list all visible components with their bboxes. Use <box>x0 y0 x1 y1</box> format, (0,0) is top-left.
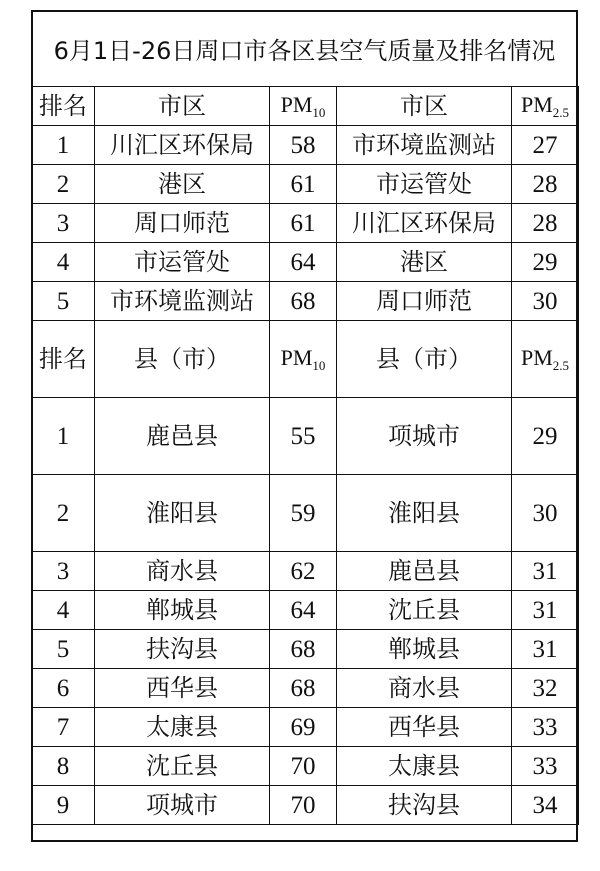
county-name-cell: 商水县 <box>95 552 270 591</box>
pm25-cell: 29 <box>512 398 579 475</box>
pm10-cell: 68 <box>270 282 337 321</box>
table-row <box>32 708 579 747</box>
rank-header: 排名 <box>32 87 95 126</box>
pm25-cell: 33 <box>512 708 579 747</box>
pm10-cell: 70 <box>270 747 337 786</box>
pm25-cell: 34 <box>512 786 579 825</box>
district-name-cell: 周口师范 <box>95 204 270 243</box>
district-name-cell: 市运管处 <box>95 243 270 282</box>
air-quality-table <box>31 86 579 825</box>
rank-cell: 5 <box>32 630 95 669</box>
district-header: 市区 <box>95 87 270 126</box>
table-row <box>32 786 579 825</box>
pm25-cell: 31 <box>512 630 579 669</box>
pm10-cell: 55 <box>270 398 337 475</box>
pm10-cell: 58 <box>270 126 337 165</box>
pm10-cell: 64 <box>270 591 337 630</box>
table-row <box>32 243 579 282</box>
county-name-cell: 项城市 <box>95 786 270 825</box>
pm25-cell: 30 <box>512 475 579 552</box>
table-row <box>32 475 579 552</box>
pm10-cell: 62 <box>270 552 337 591</box>
pm25-cell: 33 <box>512 747 579 786</box>
table-row <box>32 398 579 475</box>
district-name-cell: 市运管处 <box>337 165 512 204</box>
rank-cell: 4 <box>32 591 95 630</box>
page-title: 6月1日-26日周口市各区县空气质量及排名情况 <box>53 36 556 65</box>
county-name-cell: 淮阳县 <box>337 475 512 552</box>
district-name-cell: 港区 <box>95 165 270 204</box>
pm10-cell: 70 <box>270 786 337 825</box>
pm10-cell: 61 <box>270 204 337 243</box>
rank-cell: 3 <box>32 552 95 591</box>
county-header: 县（市） <box>337 321 512 398</box>
pm25-cell: 27 <box>512 126 579 165</box>
pm25-cell: 30 <box>512 282 579 321</box>
district-name-cell: 市环境监测站 <box>337 126 512 165</box>
county-name-cell: 扶沟县 <box>337 786 512 825</box>
pm25-cell: 32 <box>512 669 579 708</box>
table-row <box>32 126 579 165</box>
district-name-cell: 港区 <box>337 243 512 282</box>
rank-cell: 1 <box>32 398 95 475</box>
pm25-cell: 28 <box>512 204 579 243</box>
table-row <box>32 747 579 786</box>
district-header: 市区 <box>337 87 512 126</box>
pm25-header: $PM_{2.5}$ <box>512 87 579 126</box>
pm10-header: $PM_{10}$ <box>270 321 337 398</box>
pm10-cell: 59 <box>270 475 337 552</box>
county-name-cell: 鹿邑县 <box>337 552 512 591</box>
table-row <box>32 282 579 321</box>
pm25-cell: 31 <box>512 591 579 630</box>
county-name-cell: 太康县 <box>337 747 512 786</box>
county-name-cell: 沈丘县 <box>95 747 270 786</box>
county-name-cell: 商水县 <box>337 669 512 708</box>
pm25-cell: 28 <box>512 165 579 204</box>
county-name-cell: 郸城县 <box>95 591 270 630</box>
district-name-cell: 周口师范 <box>337 282 512 321</box>
pm10-header: $PM_{10}$ <box>270 87 337 126</box>
pm10-cell: 68 <box>270 630 337 669</box>
district-header-row <box>32 87 579 126</box>
county-header: 县（市） <box>95 321 270 398</box>
rank-cell: 2 <box>32 165 95 204</box>
rank-header: 排名 <box>32 321 95 398</box>
county-name-cell: 项城市 <box>337 398 512 475</box>
county-name-cell: 鹿邑县 <box>95 398 270 475</box>
rank-cell: 6 <box>32 669 95 708</box>
table-row <box>32 669 579 708</box>
county-header-row <box>32 321 579 398</box>
rank-cell: 1 <box>32 126 95 165</box>
district-name-cell: 市环境监测站 <box>95 282 270 321</box>
rank-cell: 3 <box>32 204 95 243</box>
county-name-cell: 扶沟县 <box>95 630 270 669</box>
pm10-cell: 69 <box>270 708 337 747</box>
pm10-cell: 68 <box>270 669 337 708</box>
pm25-header: $PM_{2.5}$ <box>512 321 579 398</box>
pm25-cell: 29 <box>512 243 579 282</box>
county-name-cell: 西华县 <box>337 708 512 747</box>
table-row <box>32 552 579 591</box>
district-name-cell: 川汇区环保局 <box>95 126 270 165</box>
table-row <box>32 630 579 669</box>
table-row <box>32 591 579 630</box>
county-name-cell: 淮阳县 <box>95 475 270 552</box>
table-row <box>32 165 579 204</box>
table-row <box>32 204 579 243</box>
county-name-cell: 西华县 <box>95 669 270 708</box>
county-name-cell: 太康县 <box>95 708 270 747</box>
pm10-cell: 64 <box>270 243 337 282</box>
county-name-cell: 沈丘县 <box>337 591 512 630</box>
county-name-cell: 郸城县 <box>337 630 512 669</box>
rank-cell: 2 <box>32 475 95 552</box>
pm25-cell: 31 <box>512 552 579 591</box>
rank-cell: 4 <box>32 243 95 282</box>
rank-cell: 5 <box>32 282 95 321</box>
district-name-cell: 川汇区环保局 <box>337 204 512 243</box>
rank-cell: 9 <box>32 786 95 825</box>
pm10-cell: 61 <box>270 165 337 204</box>
rank-cell: 8 <box>32 747 95 786</box>
rank-cell: 7 <box>32 708 95 747</box>
